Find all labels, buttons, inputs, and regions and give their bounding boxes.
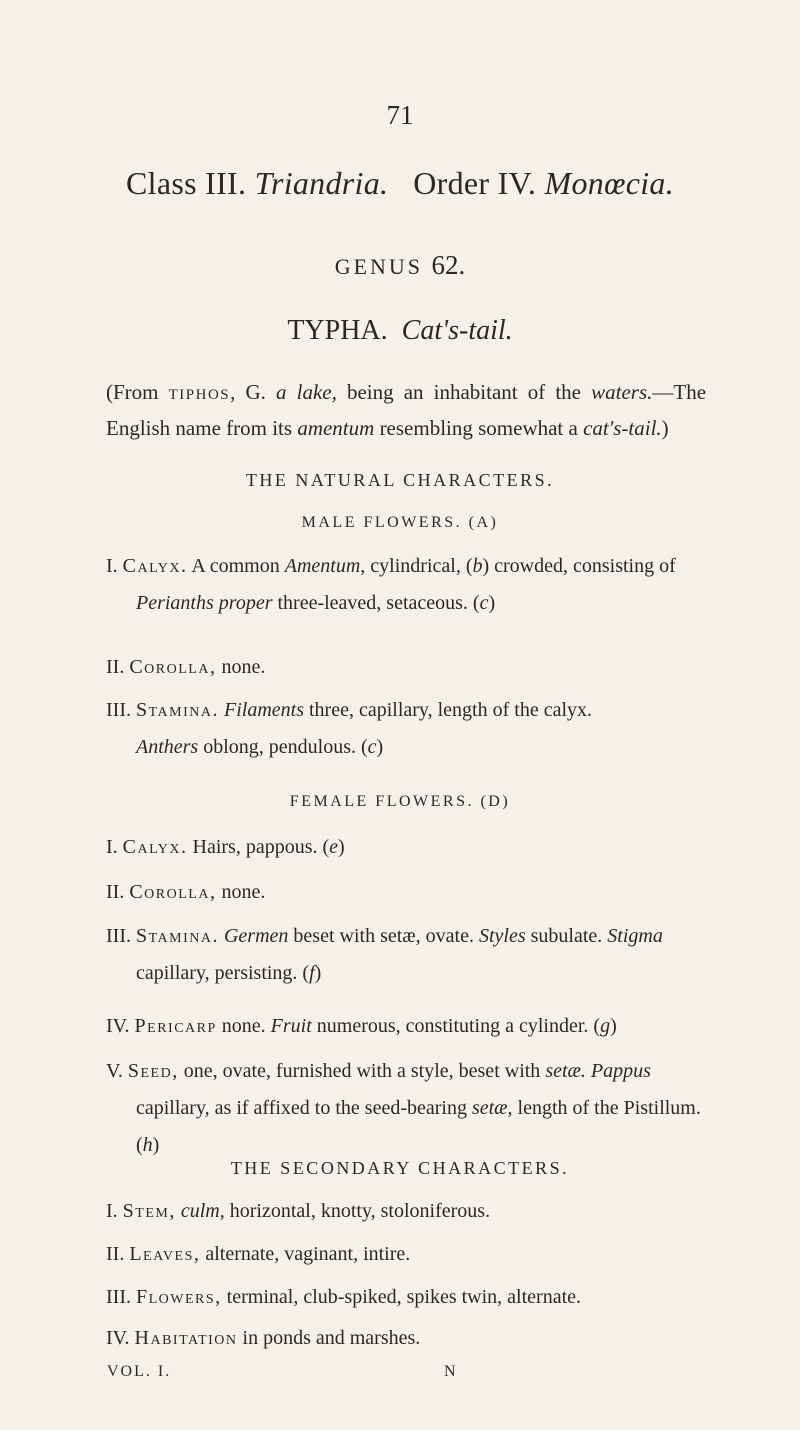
item-text: numerous, constituting a cylinder. (: [316, 1015, 601, 1037]
etymology-paragraph: [106, 374, 706, 446]
item-text: terminal, club-spiked, spikes twin, alternate.: [226, 1286, 582, 1308]
item-name: Stamina.: [135, 925, 219, 947]
item-name: Seed,: [127, 1060, 179, 1082]
figure-ref: b: [472, 555, 483, 577]
female-calyx-item: [106, 829, 706, 866]
item-number: I.: [106, 555, 118, 577]
item-italic: Styles: [478, 925, 526, 947]
natural-characters-heading: THE NATURAL CHARACTERS.: [245, 470, 555, 490]
item-text: capillary, as if affixed to the seed-bearing: [136, 1097, 467, 1119]
intro-italic: cat's-tail.: [583, 416, 662, 440]
page-footer: [107, 1363, 707, 1381]
item-number: II.: [106, 1243, 125, 1265]
item-text: ): [488, 592, 496, 614]
item-name: Habitation: [134, 1327, 238, 1349]
item-text: ): [338, 836, 345, 858]
intro-italic: amentum: [297, 416, 375, 440]
genus-heading: [0, 250, 800, 281]
secondary-habitation-item: [106, 1320, 706, 1357]
item-number: II.: [106, 881, 125, 903]
item-name: Corolla,: [129, 656, 217, 678]
item-text: capillary, persisting. (: [136, 962, 310, 984]
item-number: III.: [106, 1286, 131, 1308]
item-text: one, ovate, furnished with a style, beset with: [183, 1060, 541, 1082]
item-name: Pericarp: [134, 1015, 217, 1037]
item-italic: Pappus: [590, 1060, 651, 1082]
item-text: subulate.: [530, 925, 603, 947]
figure-ref: h: [142, 1134, 153, 1156]
item-name: Calyx.: [122, 555, 188, 577]
item-italic: setæ.: [545, 1060, 586, 1082]
common-name: Cat's-tail.: [401, 315, 513, 346]
item-italic: setæ,: [471, 1097, 513, 1119]
genus-name: TYPHA.: [287, 315, 388, 346]
item-number: III.: [106, 699, 131, 721]
genus-label: GENUS: [334, 254, 424, 279]
order-label: Order IV.: [413, 165, 537, 201]
item-name: Leaves,: [129, 1243, 201, 1265]
volume-label: VOL. I.: [107, 1363, 172, 1380]
item-text: beset with setæ, ovate.: [293, 925, 474, 947]
item-text: ): [314, 962, 322, 984]
intro-italic: a lake,: [276, 380, 337, 404]
item-text: A common: [191, 555, 280, 577]
item-text: three-leaved, setaceous. (: [277, 592, 480, 614]
genus-number: 62.: [431, 250, 466, 280]
figure-ref: c: [367, 736, 377, 758]
female-stamina-item: [106, 918, 706, 992]
intro-text: , G.: [230, 380, 266, 404]
item-name: Stem,: [122, 1200, 176, 1222]
page-number: 71: [386, 100, 414, 130]
item-italic: Perianths proper: [136, 592, 273, 614]
item-text: oblong, pendulous. (: [203, 736, 368, 758]
class-name: Triandria.: [254, 165, 389, 201]
item-italic: Anthers: [136, 736, 199, 758]
female-seed-item: [106, 1053, 706, 1164]
item-number: IV.: [106, 1327, 130, 1349]
female-flowers-heading: FEMALE FLOWERS. (D): [289, 793, 511, 810]
item-name: Calyx.: [122, 836, 188, 858]
male-corolla-item: [106, 649, 706, 686]
male-stamina-item: [106, 692, 706, 766]
item-number: I.: [106, 1200, 118, 1222]
item-text: ): [610, 1015, 617, 1037]
item-italic: culm,: [180, 1200, 225, 1222]
item-number: III.: [106, 925, 131, 947]
secondary-flowers-item: [106, 1279, 706, 1316]
intro-text: (From: [106, 380, 159, 404]
item-text: three, capillary, length of the calyx.: [308, 699, 593, 721]
item-text: none.: [221, 1015, 266, 1037]
item-text: alternate, vaginant, intire.: [205, 1243, 411, 1265]
item-italic: Filaments: [223, 699, 304, 721]
intro-text: ): [661, 416, 669, 440]
secondary-leaves-item: [106, 1236, 706, 1273]
item-text: none.: [221, 881, 266, 903]
item-text: ): [152, 1134, 160, 1156]
item-text: horizontal, knotty, stoloniferous.: [229, 1200, 491, 1222]
item-text: in ponds and marshes.: [242, 1327, 421, 1349]
item-text: length of the Pistillum. (: [136, 1097, 701, 1156]
item-name: Flowers,: [135, 1286, 222, 1308]
genus-title: [0, 315, 800, 347]
item-text: ): [376, 736, 384, 758]
item-italic: Stigma: [607, 925, 663, 947]
order-name: Monœcia.: [544, 165, 675, 201]
class-heading: [0, 165, 800, 202]
item-number: IV.: [106, 1015, 130, 1037]
item-number: II.: [106, 656, 125, 678]
intro-italic: waters.: [591, 380, 653, 404]
intro-text: —The English name from its: [106, 380, 707, 440]
male-flowers-heading: MALE FLOWERS. (A): [301, 514, 499, 531]
item-name: Corolla,: [129, 881, 217, 903]
secondary-stem-item: [106, 1193, 706, 1230]
item-italic: Fruit: [270, 1015, 312, 1037]
item-text: none.: [221, 656, 266, 678]
figure-ref: e: [329, 836, 339, 858]
secondary-characters-heading: THE SECONDARY CHARACTERS.: [230, 1158, 570, 1178]
signature-mark: N: [444, 1363, 458, 1380]
item-text: Hairs, pappous. (: [192, 836, 330, 858]
item-italic: Germen: [223, 925, 289, 947]
figure-ref: c: [479, 592, 489, 614]
item-italic: Amentum,: [284, 555, 366, 577]
item-text: cylindrical, (: [370, 555, 473, 577]
female-corolla-item: [106, 874, 706, 911]
figure-ref: f: [309, 962, 315, 984]
item-text: ) crowded, consisting of: [482, 555, 676, 577]
item-name: Stamina.: [135, 699, 219, 721]
class-label: Class III.: [125, 165, 247, 201]
figure-ref: g: [600, 1015, 611, 1037]
item-number: V.: [106, 1060, 123, 1082]
intro-text: being an inhabitant of the: [346, 380, 581, 404]
intro-greek-word: tiphos: [168, 380, 231, 404]
item-number: I.: [106, 836, 118, 858]
male-calyx-item: [106, 548, 706, 622]
female-pericarp-item: [106, 1008, 706, 1045]
intro-text: resembling somewhat a: [379, 416, 578, 440]
